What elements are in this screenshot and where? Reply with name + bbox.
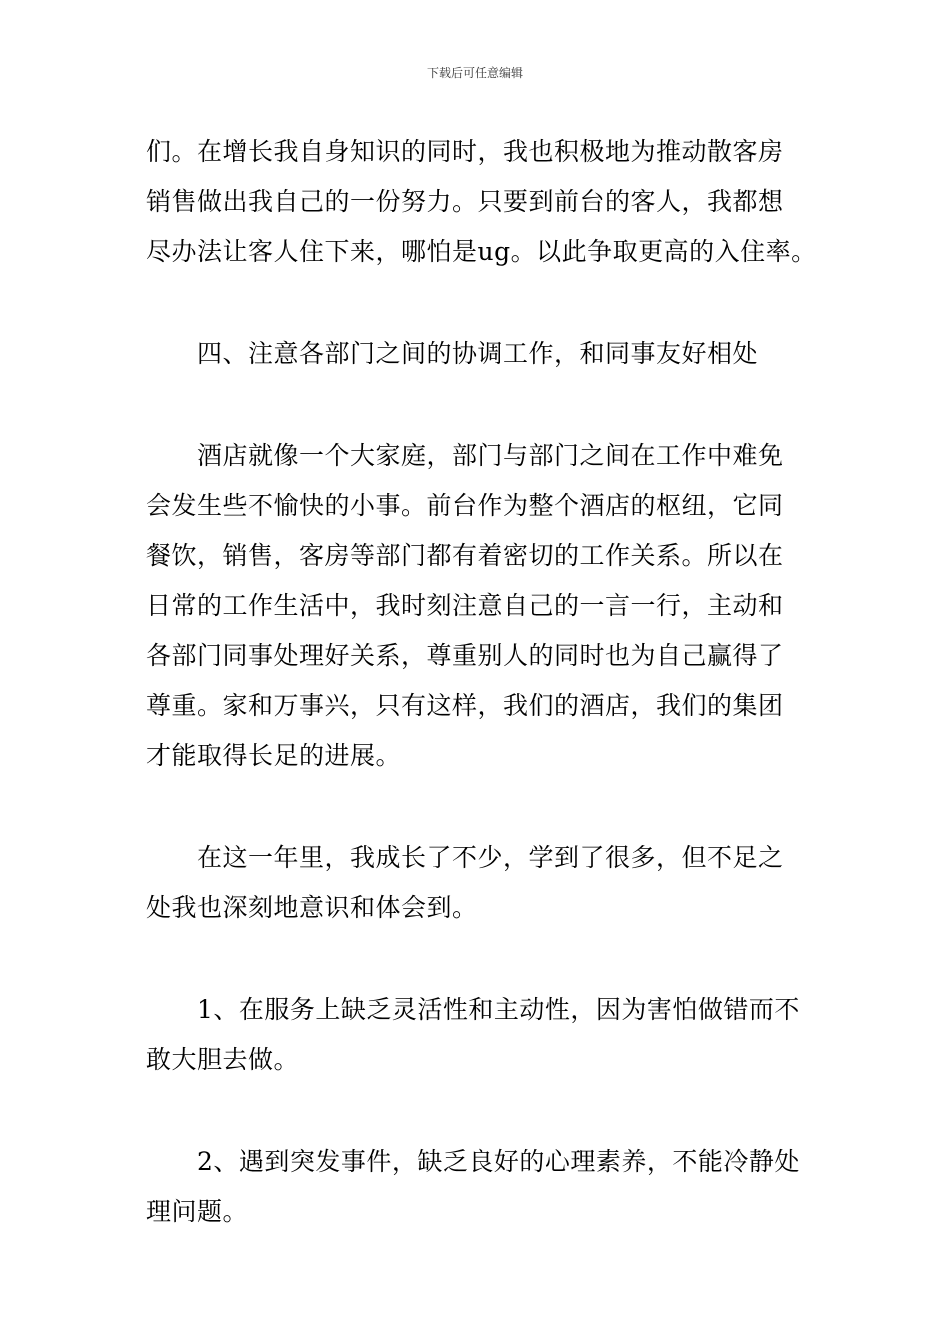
paragraph-line: 会发生些不愉快的小事。前台作为整个酒店的枢纽，它同 — [146, 491, 784, 520]
paragraph-line: 日常的工作生活中，我时刻注意自己的一言一行，主动和 — [146, 591, 784, 620]
paragraph-gap — [146, 933, 811, 985]
document-body — [146, 127, 817, 1237]
paragraph-1 — [146, 127, 817, 277]
paragraph-line: 酒店就像一个大家庭，部门与部门之间在工作中难免 — [146, 441, 784, 470]
list-item-2 — [146, 1137, 811, 1237]
paragraph-gap — [146, 277, 811, 329]
paragraph-line: 尽办法让客人住下来，哪怕是ug。以此争取更高的入住率。 — [146, 237, 817, 266]
paragraph-line: 才能取得长足的进展。 — [146, 741, 402, 770]
paragraph-line: 们。在增长我自身知识的同时，我也积极地为推动散客房 — [146, 137, 784, 166]
paragraph-line: 处我也深刻地意识和体会到。 — [146, 893, 478, 922]
paragraph-gap — [146, 379, 811, 431]
paragraph-line: 1、在服务上缺乏灵活性和主动性，因为害怕做错而不 — [146, 995, 800, 1024]
paragraph-gap — [146, 1085, 811, 1137]
paragraph-line: 销售做出我自己的一份努力。只要到前台的客人，我都想 — [146, 187, 784, 216]
paragraph-line: 敢大胆去做。 — [146, 1045, 300, 1074]
paragraph-line: 餐饮，销售，客房等部门都有着密切的工作关系。所以在 — [146, 541, 784, 570]
list-item-1 — [146, 985, 811, 1085]
paragraph-line: 在这一年里，我成长了不少，学到了很多，但不足之 — [146, 843, 784, 872]
heading-line: 四、注意各部门之间的协调工作，和同事友好相处 — [146, 339, 759, 368]
paragraph-line: 尊重。家和万事兴，只有这样，我们的酒店，我们的集团 — [146, 691, 784, 720]
paragraph-4 — [146, 833, 811, 933]
page-header: 下载后可任意编辑 — [426, 66, 523, 80]
paragraph-3 — [146, 431, 811, 781]
section-heading — [146, 329, 811, 379]
paragraph-gap — [146, 781, 811, 833]
paragraph-line: 各部门同事处理好关系，尊重别人的同时也为自己赢得了 — [146, 641, 784, 670]
paragraph-line: 2、遇到突发事件，缺乏良好的心理素养，不能冷静处 — [146, 1147, 800, 1176]
paragraph-line: 理问题。 — [146, 1197, 249, 1226]
